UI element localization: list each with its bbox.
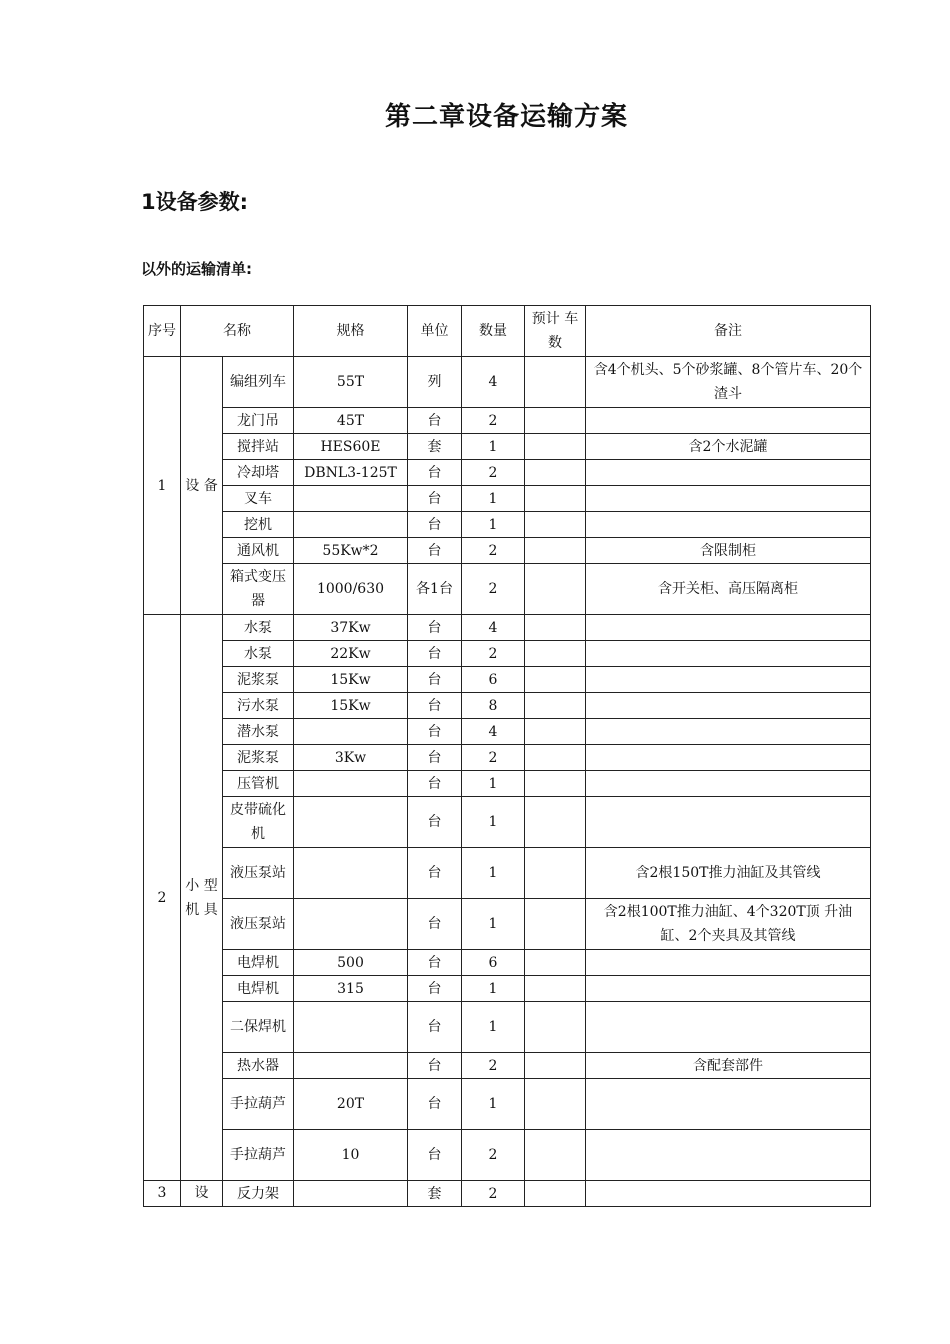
cell-name: 潜水泵 xyxy=(223,719,294,745)
table-row xyxy=(144,434,871,460)
cell-remark xyxy=(586,1002,871,1053)
cell-unit: 各1台 xyxy=(408,564,462,615)
table-row xyxy=(144,1130,871,1181)
cell-unit: 台 xyxy=(408,1002,462,1053)
table-row xyxy=(144,564,871,615)
cell-spec: 37Kw xyxy=(294,615,408,641)
cell-remark: 含开关柜、高压隔离柜 xyxy=(586,564,871,615)
cell-spec: 315 xyxy=(294,976,408,1002)
cell-qty: 1 xyxy=(462,1002,525,1053)
cell-trucks xyxy=(525,1181,586,1207)
cell-qty: 2 xyxy=(462,564,525,615)
cell-remark xyxy=(586,976,871,1002)
table-row xyxy=(144,1181,871,1207)
cell-qty: 2 xyxy=(462,641,525,667)
cell-trucks xyxy=(525,1130,586,1181)
equipment-table xyxy=(143,305,871,1207)
row-category: 设 备 xyxy=(181,357,223,615)
table-row xyxy=(144,1002,871,1053)
cell-qty: 8 xyxy=(462,693,525,719)
header-unit: 单位 xyxy=(408,306,462,357)
cell-spec: 20T xyxy=(294,1079,408,1130)
cell-trucks xyxy=(525,641,586,667)
cell-unit: 台 xyxy=(408,899,462,950)
cell-remark xyxy=(586,950,871,976)
cell-name: 龙门吊 xyxy=(223,408,294,434)
cell-unit: 台 xyxy=(408,1079,462,1130)
cell-spec xyxy=(294,486,408,512)
cell-remark xyxy=(586,641,871,667)
cell-trucks xyxy=(525,745,586,771)
table-row xyxy=(144,538,871,564)
cell-unit: 列 xyxy=(408,357,462,408)
cell-trucks xyxy=(525,1079,586,1130)
cell-unit: 台 xyxy=(408,1053,462,1079)
cell-name: 二保焊机 xyxy=(223,1002,294,1053)
cell-unit: 台 xyxy=(408,538,462,564)
cell-remark xyxy=(586,667,871,693)
cell-remark xyxy=(586,615,871,641)
cell-qty: 2 xyxy=(462,1130,525,1181)
cell-trucks xyxy=(525,976,586,1002)
cell-trucks xyxy=(525,538,586,564)
cell-trucks xyxy=(525,512,586,538)
cell-remark: 含2根150T推力油缸及其管线 xyxy=(586,848,871,899)
cell-name: 通风机 xyxy=(223,538,294,564)
cell-name: 皮带硫化机 xyxy=(223,797,294,848)
cell-trucks xyxy=(525,460,586,486)
cell-unit: 台 xyxy=(408,486,462,512)
header-remark: 备注 xyxy=(586,306,871,357)
cell-remark xyxy=(586,486,871,512)
cell-qty: 2 xyxy=(462,1053,525,1079)
cell-spec xyxy=(294,512,408,538)
cell-unit: 台 xyxy=(408,641,462,667)
header-spec: 规格 xyxy=(294,306,408,357)
cell-qty: 1 xyxy=(462,434,525,460)
cell-name: 水泵 xyxy=(223,641,294,667)
cell-remark xyxy=(586,460,871,486)
table-row xyxy=(144,408,871,434)
cell-qty: 1 xyxy=(462,512,525,538)
cell-name: 反力架 xyxy=(223,1181,294,1207)
subheading: 以外的运输清单: xyxy=(141,260,252,278)
cell-unit: 台 xyxy=(408,745,462,771)
cell-name: 压管机 xyxy=(223,771,294,797)
cell-remark xyxy=(586,512,871,538)
cell-qty: 1 xyxy=(462,797,525,848)
cell-qty: 6 xyxy=(462,950,525,976)
header-name: 名称 xyxy=(181,306,294,357)
cell-spec: 1000/630 xyxy=(294,564,408,615)
cell-name: 电焊机 xyxy=(223,950,294,976)
cell-trucks xyxy=(525,1002,586,1053)
cell-trucks xyxy=(525,719,586,745)
cell-trucks xyxy=(525,693,586,719)
cell-remark: 含2个水泥罐 xyxy=(586,434,871,460)
table-row xyxy=(144,357,871,408)
cell-name: 液压泵站 xyxy=(223,899,294,950)
cell-spec: 10 xyxy=(294,1130,408,1181)
table-row xyxy=(144,693,871,719)
cell-spec: 55Kw*2 xyxy=(294,538,408,564)
table-row xyxy=(144,486,871,512)
cell-qty: 1 xyxy=(462,899,525,950)
cell-trucks xyxy=(525,1053,586,1079)
row-category: 小 型 机 具 xyxy=(181,615,223,1181)
cell-unit: 套 xyxy=(408,434,462,460)
cell-name: 热水器 xyxy=(223,1053,294,1079)
cell-qty: 6 xyxy=(462,667,525,693)
cell-trucks xyxy=(525,771,586,797)
cell-spec xyxy=(294,719,408,745)
cell-trucks xyxy=(525,434,586,460)
cell-trucks xyxy=(525,899,586,950)
cell-qty: 2 xyxy=(462,745,525,771)
cell-name: 泥浆泵 xyxy=(223,667,294,693)
header-qty: 数量 xyxy=(462,306,525,357)
cell-spec: 45T xyxy=(294,408,408,434)
cell-name: 箱式变压器 xyxy=(223,564,294,615)
cell-unit: 台 xyxy=(408,950,462,976)
cell-qty: 2 xyxy=(462,1181,525,1207)
cell-name: 编组列车 xyxy=(223,357,294,408)
cell-unit: 台 xyxy=(408,667,462,693)
cell-unit: 台 xyxy=(408,797,462,848)
cell-spec: 22Kw xyxy=(294,641,408,667)
cell-spec xyxy=(294,848,408,899)
cell-trucks xyxy=(525,357,586,408)
cell-remark: 含4个机头、5个砂浆罐、8个管片车、20个渣斗 xyxy=(586,357,871,408)
cell-spec: 55T xyxy=(294,357,408,408)
cell-qty: 2 xyxy=(462,538,525,564)
table-row xyxy=(144,460,871,486)
cell-trucks xyxy=(525,950,586,976)
cell-remark xyxy=(586,1181,871,1207)
cell-name: 冷却塔 xyxy=(223,460,294,486)
cell-trucks xyxy=(525,797,586,848)
table-row xyxy=(144,745,871,771)
table-header-row xyxy=(144,306,871,357)
cell-remark xyxy=(586,771,871,797)
cell-spec xyxy=(294,1181,408,1207)
cell-spec xyxy=(294,797,408,848)
cell-remark xyxy=(586,408,871,434)
table-row xyxy=(144,797,871,848)
table-row xyxy=(144,641,871,667)
table-row xyxy=(144,512,871,538)
cell-spec xyxy=(294,1002,408,1053)
cell-spec: 500 xyxy=(294,950,408,976)
cell-unit: 台 xyxy=(408,615,462,641)
table-row xyxy=(144,719,871,745)
cell-qty: 2 xyxy=(462,460,525,486)
table-row xyxy=(144,771,871,797)
cell-unit: 台 xyxy=(408,408,462,434)
cell-remark xyxy=(586,1079,871,1130)
table-row xyxy=(144,950,871,976)
cell-unit: 台 xyxy=(408,460,462,486)
row-seq: 3 xyxy=(144,1181,181,1207)
row-seq: 2 xyxy=(144,615,181,1181)
cell-qty: 1 xyxy=(462,976,525,1002)
table-row xyxy=(144,667,871,693)
cell-unit: 台 xyxy=(408,771,462,797)
cell-qty: 4 xyxy=(462,615,525,641)
cell-trucks xyxy=(525,408,586,434)
cell-qty: 1 xyxy=(462,771,525,797)
cell-spec: HES60E xyxy=(294,434,408,460)
cell-spec xyxy=(294,771,408,797)
cell-name: 电焊机 xyxy=(223,976,294,1002)
cell-trucks xyxy=(525,564,586,615)
cell-spec: 15Kw xyxy=(294,693,408,719)
row-category: 设 xyxy=(181,1181,223,1207)
cell-name: 水泵 xyxy=(223,615,294,641)
cell-qty: 4 xyxy=(462,719,525,745)
cell-unit: 台 xyxy=(408,512,462,538)
cell-trucks xyxy=(525,848,586,899)
row-seq: 1 xyxy=(144,357,181,615)
table-row xyxy=(144,1079,871,1130)
cell-unit: 套 xyxy=(408,1181,462,1207)
cell-unit: 台 xyxy=(408,1130,462,1181)
cell-qty: 1 xyxy=(462,486,525,512)
cell-name: 手拉葫芦 xyxy=(223,1079,294,1130)
cell-spec: DBNL3-125T xyxy=(294,460,408,486)
cell-remark xyxy=(586,797,871,848)
header-trucks: 预计 车数 xyxy=(525,306,586,357)
cell-unit: 台 xyxy=(408,693,462,719)
cell-qty: 4 xyxy=(462,357,525,408)
cell-unit: 台 xyxy=(408,719,462,745)
cell-spec xyxy=(294,899,408,950)
cell-unit: 台 xyxy=(408,848,462,899)
table-row xyxy=(144,976,871,1002)
cell-trucks xyxy=(525,615,586,641)
table-row xyxy=(144,615,871,641)
cell-name: 搅拌站 xyxy=(223,434,294,460)
cell-remark: 含配套部件 xyxy=(586,1053,871,1079)
cell-name: 污水泵 xyxy=(223,693,294,719)
table-row xyxy=(144,848,871,899)
cell-qty: 1 xyxy=(462,1079,525,1130)
table-row xyxy=(144,899,871,950)
cell-spec xyxy=(294,1053,408,1079)
cell-spec: 3Kw xyxy=(294,745,408,771)
cell-qty: 2 xyxy=(462,408,525,434)
cell-name: 叉车 xyxy=(223,486,294,512)
cell-unit: 台 xyxy=(408,976,462,1002)
header-seq: 序号 xyxy=(144,306,181,357)
page-title: 第二章设备运输方案 xyxy=(384,102,628,132)
cell-remark xyxy=(586,745,871,771)
cell-name: 手拉葫芦 xyxy=(223,1130,294,1181)
cell-remark: 含限制柜 xyxy=(586,538,871,564)
cell-remark: 含2根100T推力油缸、4个320T顶 升油缸、2个夹具及其管线 xyxy=(586,899,871,950)
cell-trucks xyxy=(525,667,586,693)
cell-remark xyxy=(586,693,871,719)
cell-name: 泥浆泵 xyxy=(223,745,294,771)
cell-name: 挖机 xyxy=(223,512,294,538)
cell-trucks xyxy=(525,486,586,512)
cell-remark xyxy=(586,719,871,745)
cell-name: 液压泵站 xyxy=(223,848,294,899)
section-heading: 1设备参数: xyxy=(141,190,249,214)
cell-qty: 1 xyxy=(462,848,525,899)
cell-spec: 15Kw xyxy=(294,667,408,693)
cell-remark xyxy=(586,1130,871,1181)
table-row xyxy=(144,1053,871,1079)
